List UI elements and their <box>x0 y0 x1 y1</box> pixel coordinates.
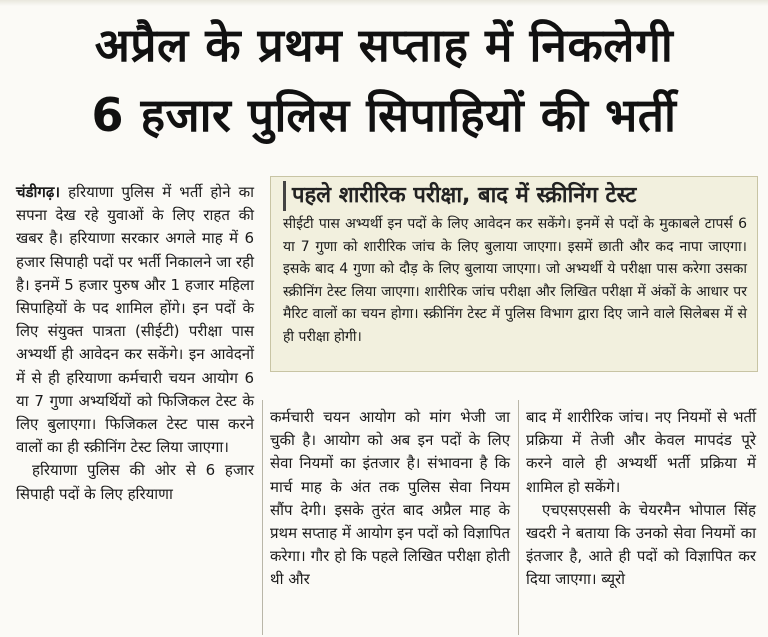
sidebar-box <box>270 176 758 372</box>
article-column-2 <box>270 406 510 592</box>
article-paragraph: एचएसएससी के चेयरमैन भोपाल सिंह खदरी ने बताया कि उनको सेवा नियमों का इंतजार है, आते ही पदों को विज्ञापित कर दिया जाएगा। ब्यूरो <box>526 500 756 589</box>
article-paragraph <box>16 181 254 459</box>
paragraph-text: हरियाणा पुलिस में भर्ती होने का सपना देख रहे युवाओं के लिए राहत की खबर है। हरियाणा सरकार अगले माह में 6 हजार सिपाही पदों पर भर्ती निकालने जा रही है। इनमें 5 हजार पुरुष और 1 हजार महिला सिपाहियों के पद शामिल होंगे। इन पदों के लिए संयुक्त पात्रता (सीईटी) परीक्षा पास अभ्यर्थी ही आवेदन कर सकेंगे। इन आवेदनों में से ही हरियाणा कर्मचारी चयन आयोग 6 या 7 गुणा अभ्यर्थियों को फिजिकल टेस्ट के लिए बुलाएगा। फिजिकल टेस्ट पास करने वालों का ही स्क्रीनिंग टेस्ट लिया जाएगा। <box>16 183 254 457</box>
article-column-3 <box>526 406 756 592</box>
headline-line-1: अप्रैल के प्रथम सप्ताह में निकलेगी <box>94 18 674 72</box>
column-divider <box>518 400 519 635</box>
article-column-1 <box>16 181 254 506</box>
sidebar-box-title: पहले शारीरिक परीक्षा, बाद में स्क्रीनिंग टेस्ट <box>283 181 747 211</box>
sidebar-box-body: सीईटी पास अभ्यर्थी इन पदों के लिए आवेदन कर सकेंगे। इनमें से पदों के मुकाबले टापर्स 6 या 7 गुणा को शारीरिक जांच के लिए बुलाया जाएगा। इसमें छाती और कद नापा जाएगा। इसके बाद 4 गुणा को दौड़ के लिए बुलाया जाएगा। जो अभ्यर्थी ये परीक्षा पास करेगा उसका स्क्रीनिंग टेस्ट लिया जाएगा। शारीरिक जांच परीक्षा और लिखित परीक्षा में अंकों के आधार पर मैरिट वालों का चयन होगा। स्क्रीनिंग टेस्ट में पुलिस विभाग द्वारा दिए जाने वाले सिलेबस में से ही परीक्षा होगी। <box>283 216 747 345</box>
article-paragraph: कर्मचारी चयन आयोग को मांग भेजी जा चुकी है। आयोग को अब इन पदों के लिए सेवा नियमों का इंतजार है। संभावना है कि मार्च माह के अंत तक पुलिस सेवा नियम सौंप देगी। इसके तुरंत बाद अप्रैल माह के प्रथम सप्ताह में आयोग इन पदों को विज्ञापित करेगा। गौर हो कि पहले लिखित परीक्षा होती थी और <box>270 408 510 589</box>
headline-line-2: 6 हजार पुलिस सिपाहियों की भर्ती <box>91 88 677 142</box>
dateline: चंडीगढ़। <box>16 183 61 201</box>
page-top-edge <box>0 0 768 6</box>
article-paragraph: हरियाणा पुलिस की ओर से 6 हजार सिपाही पदों के लिए हरियाणा <box>16 461 254 503</box>
column-divider <box>262 400 263 635</box>
article-paragraph: बाद में शारीरिक जांच। नए नियमों से भर्ती प्रक्रिया में तेजी और केवल मापदंड पूरे करने वाले ही अभ्यर्थी भर्ती प्रक्रिया में शामिल हो सकेंगे। <box>526 408 756 496</box>
